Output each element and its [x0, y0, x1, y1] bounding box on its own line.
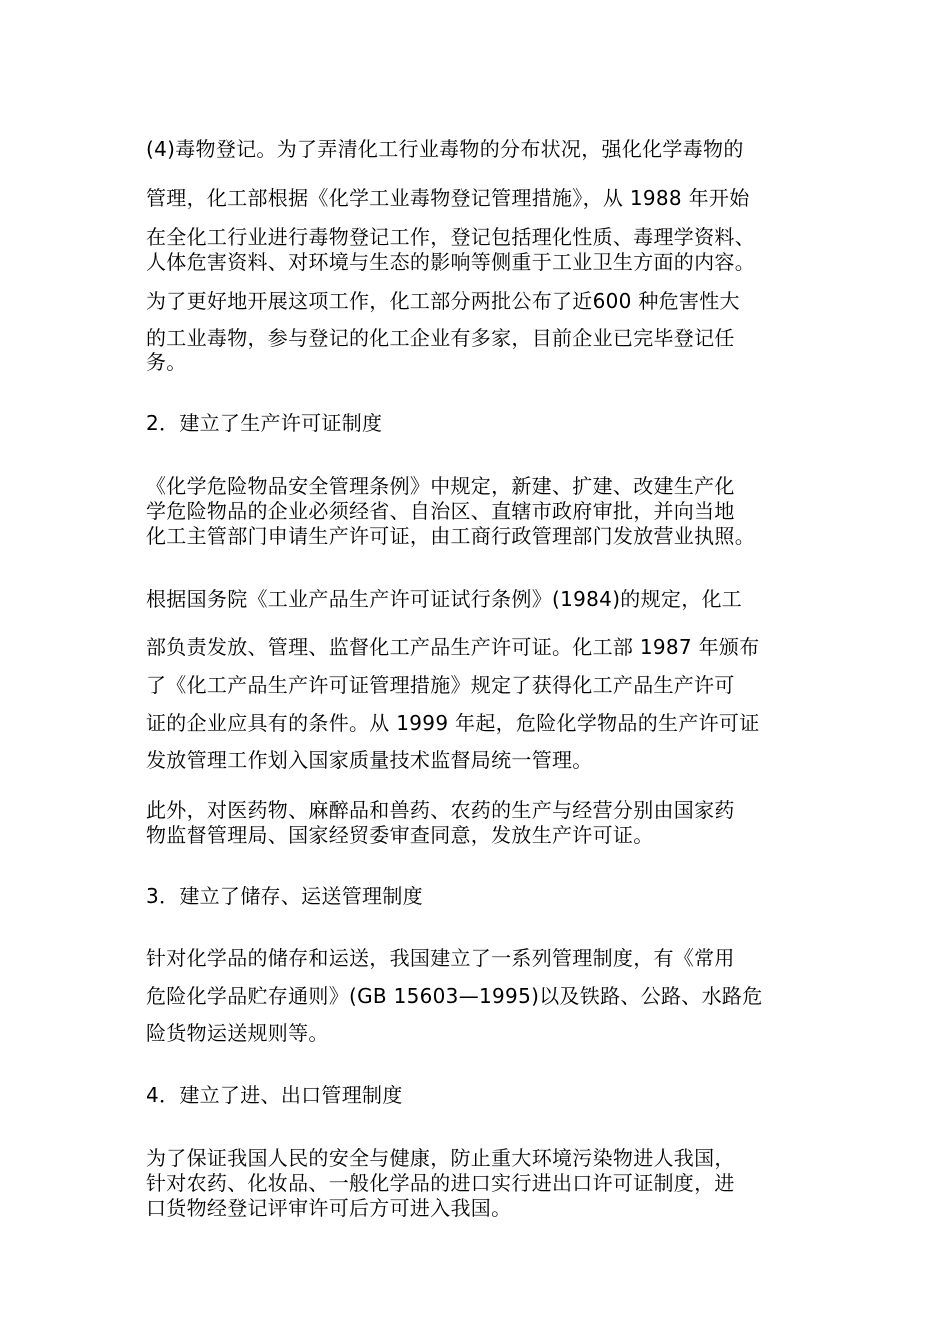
text-line: 危险化学品贮存通则》(GB 15603—1995)以及铁路、公路、水路危 [146, 984, 763, 1008]
text-line: 部负责发放、管理、监督化工产品生产许可证。化工部 1987 年颁布 [146, 635, 760, 659]
text-line: 根据国务院《工业产品生产许可证试行条例》(1984)的规定，化工 [146, 587, 743, 611]
text-line: 的工业毒物，参与登记的化工企业有多家，目前企业已完毕登记任 [146, 326, 735, 350]
text-line: 化工主管部门申请生产许可证，由工商行政管理部门发放营业执照。 [146, 524, 755, 548]
text-line: 发放管理工作划入国家质量技术监督局统一管理。 [146, 748, 593, 772]
text-line: 在全化工行业进行毒物登记工作，登记包括理化性质、毒理学资料、 [146, 225, 755, 249]
text-line: 务。 [146, 350, 187, 374]
text-line: 此外，对医药物、麻醉品和兽药、农药的生产与经营分别由国家药 [146, 798, 735, 822]
text-line: 了《化工产品生产许可证管理措施》规定了获得化工产品生产许可 [146, 673, 735, 697]
text-line: 人体危害资料、对环境与生态的影响等侧重于工业卫生方面的内容。 [146, 250, 755, 274]
text-line: (4)毒物登记。为了弄清化工行业毒物的分布状况，强化化学毒物的 [146, 137, 744, 161]
text-line: 口货物经登记评审许可后方可进入我国。 [146, 1196, 512, 1220]
text-line: 管理，化工部根据《化学工业毒物登记管理措施》，从 1988 年开始 [146, 186, 750, 210]
text-line: 《化学危险物品安全管理条例》中规定，新建、扩建、改建生产化 [146, 474, 735, 498]
text-line: 针对农药、化妆品、一般化学品的进口实行进出口许可证制度，进 [146, 1171, 735, 1195]
text-line: 学危险物品的企业必须经省、自治区、直辖市政府审批，并向当地 [146, 499, 735, 523]
text-line: 证的企业应具有的条件。从 1999 年起，危险化学物品的生产许可证 [146, 711, 760, 735]
text-line: 险货物运送规则等。 [146, 1021, 329, 1045]
text-line: 为了保证我国人民的安全与健康，防止重大环境污染物进人我国， [146, 1146, 735, 1170]
text-line: 为了更好地开展这项工作，化工部分两批公布了近600 种危害性大 [146, 289, 740, 313]
section-heading-4: 4．建立了进、出口管理制度 [146, 1083, 403, 1107]
text-line: 物监督管理局、国家经贸委审查同意，发放生产许可证。 [146, 823, 654, 847]
section-heading-3: 3．建立了储存、运送管理制度 [146, 884, 423, 908]
section-heading-2: 2．建立了生产许可证制度 [146, 411, 383, 435]
text-line: 针对化学品的储存和运送，我国建立了一系列管理制度，有《常用 [146, 946, 735, 970]
